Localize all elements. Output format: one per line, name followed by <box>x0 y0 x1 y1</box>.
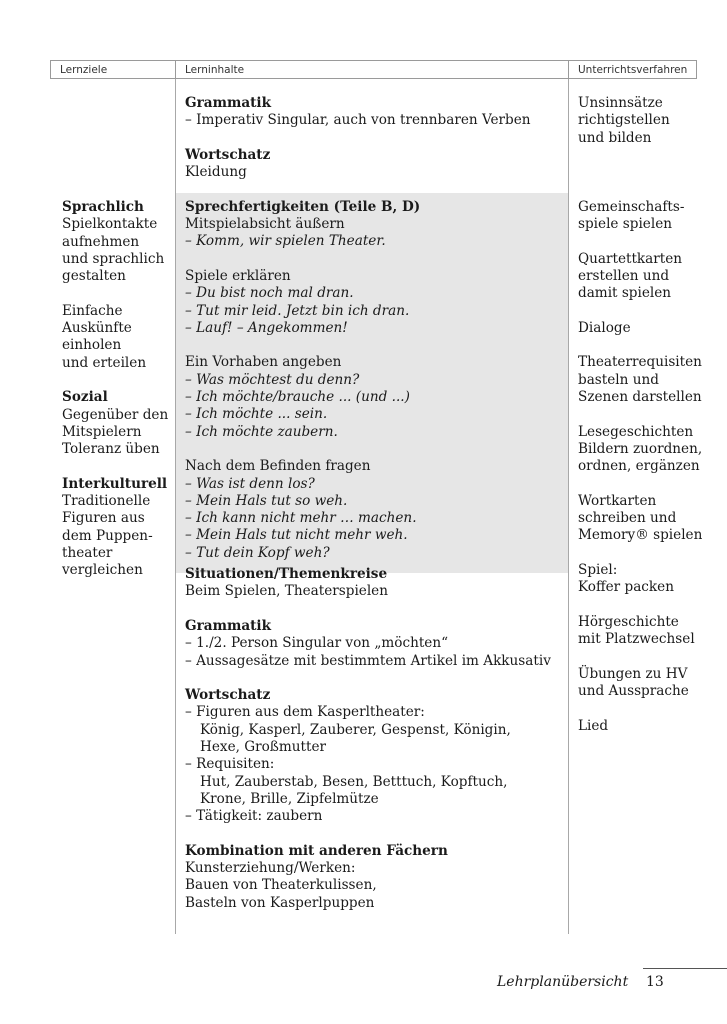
text-line: spiele spielen <box>578 216 673 233</box>
text-line: Spiel: <box>578 562 618 579</box>
column-divider-right <box>568 79 569 934</box>
text-line: vergleichen <box>62 562 143 579</box>
text-line: Auskünfte <box>62 320 132 337</box>
text-line: damit spielen <box>578 285 672 302</box>
example-line: – Ich möchte ... sein. <box>185 406 328 423</box>
text-line: Gegenüber den <box>62 406 169 423</box>
example-line: – Ich kann nicht mehr … machen. <box>185 510 417 527</box>
heading-sprachlich: Sprachlich <box>62 199 144 215</box>
example-line: – Ich möchte zaubern. <box>185 423 338 440</box>
text-line: theater <box>62 544 113 561</box>
text-line: einholen <box>62 337 122 354</box>
text-line: – Imperativ Singular, auch von trennbaren Verben <box>185 112 531 129</box>
text-line: Spielkontakte <box>62 216 158 233</box>
text-line: – Aussagesätze mit bestimmtem Artikel im Akkusativ <box>185 652 551 669</box>
text-line: Einfache <box>62 302 123 319</box>
text-line: und sprachlich <box>62 250 165 267</box>
text-line: Beim Spielen, Theaterspielen <box>185 583 388 600</box>
text-line: Unsinnsätze <box>578 95 663 111</box>
text-line: Kunsterziehung/Werken: <box>185 860 356 877</box>
text-line: Figuren aus <box>62 510 145 527</box>
column-unterrichtsverfahren <box>578 95 723 735</box>
text-line: Mitspielern <box>62 423 142 440</box>
text-line: Bauen von Theaterkulissen, <box>185 877 377 894</box>
text-line: dem Puppen- <box>62 527 153 544</box>
text-line: Szenen darstellen <box>578 389 702 406</box>
text-line: und erteilen <box>62 354 147 371</box>
text-line: aufnehmen <box>62 233 140 250</box>
text-line: Memory® spielen <box>578 527 703 544</box>
page-number: 13 <box>646 974 664 990</box>
text-line: Theaterrequisiten <box>578 354 702 371</box>
text-line: Hörgeschichte <box>578 613 679 630</box>
text-line: gestalten <box>62 268 126 285</box>
text-line: – Requisiten: <box>185 756 275 773</box>
example-line: – Komm, wir spielen Theater. <box>185 233 386 250</box>
text-line: Nach dem Befinden fragen <box>185 458 371 475</box>
text-line: erstellen und <box>578 267 670 284</box>
column-divider-left <box>175 79 176 934</box>
text-line: Übungen zu HV <box>578 665 688 682</box>
text-line: – Figuren aus dem Kasperltheater: <box>185 704 425 721</box>
example-line: – Was ist denn los? <box>185 475 315 492</box>
text-line: Toleranz üben <box>62 441 160 458</box>
heading-sozial: Sozial <box>62 389 108 406</box>
text-line: Kleidung <box>185 164 247 181</box>
example-line: – Ich möchte/brauche ... (und ...) <box>185 389 410 406</box>
header-unterrichtsverfahren: Unterrichtsverfahren <box>568 60 697 79</box>
example-line: – Mein Hals tut so weh. <box>185 492 348 509</box>
text-line: basteln und <box>578 371 659 388</box>
text-line: Hut, Zauberstab, Besen, Betttuch, Kopftuch, <box>200 773 508 790</box>
example-line: – Tut dein Kopf weh? <box>185 544 330 561</box>
text-line: und bilden <box>578 129 652 146</box>
text-line: – Tätigkeit: zaubern <box>185 808 323 825</box>
header-lerninhalte: Lerninhalte <box>175 60 568 79</box>
text-line: Lesegeschichten <box>578 423 694 440</box>
text-line: Bildern zuordnen, <box>578 440 703 457</box>
text-line: Traditionelle <box>62 493 151 510</box>
heading-sprechfertigkeiten: Sprechfertigkeiten (Teile B, D) <box>185 198 421 215</box>
header-lernziele: Lernziele <box>50 60 175 79</box>
text-line: richtigstellen <box>578 112 670 129</box>
text-line: Quartettkarten <box>578 250 683 267</box>
text-line: schreiben und <box>578 510 677 527</box>
text-line: Koffer packen <box>578 579 674 596</box>
heading-grammatik: Grammatik <box>185 617 272 634</box>
text-line: Dialoge <box>578 319 631 336</box>
footer-title: Lehrplanübersicht <box>497 974 629 990</box>
example-line: – Tut mir leid. Jetzt bin ich dran. <box>185 302 410 319</box>
heading-grammatik: Grammatik <box>185 95 272 111</box>
heading-situationen: Situationen/Themenkreise <box>185 566 388 583</box>
text-line: Lied <box>578 717 609 734</box>
footer-rule <box>643 968 727 969</box>
text-line: Basteln von Kasperlpuppen <box>185 894 375 911</box>
text-line: Spiele erklären <box>185 267 291 284</box>
heading-wortschatz: Wortschatz <box>185 687 271 704</box>
text-line: ordnen, ergänzen <box>578 458 700 475</box>
column-lerninhalte <box>185 95 565 912</box>
text-line: Gemeinschafts- <box>578 198 685 215</box>
example-line: – Lauf! – Angekommen! <box>185 319 348 336</box>
text-line: und Aussprache <box>578 683 689 700</box>
text-line: Krone, Brille, Zipfelmütze <box>200 790 379 807</box>
text-line: König, Kasperl, Zauberer, Gespenst, Königin, <box>200 721 511 738</box>
text-line: Hexe, Großmutter <box>200 738 326 755</box>
heading-interkulturell: Interkulturell <box>62 475 168 492</box>
text-line: Ein Vorhaben angeben <box>185 354 342 371</box>
heading-wortschatz: Wortschatz <box>185 146 271 163</box>
text-line: Mitspielabsicht äußern <box>185 216 345 233</box>
text-line: mit Platzwechsel <box>578 631 695 648</box>
text-line: – 1./2. Person Singular von „möchten“ <box>185 635 449 652</box>
heading-kombination: Kombination mit anderen Fächern <box>185 842 448 859</box>
example-line: – Was möchtest du denn? <box>185 371 360 388</box>
column-lernziele <box>62 199 174 580</box>
example-line: – Du bist noch mal dran. <box>185 285 354 302</box>
example-line: – Mein Hals tut nicht mehr weh. <box>185 527 408 544</box>
text-line: Wortkarten <box>578 492 657 509</box>
